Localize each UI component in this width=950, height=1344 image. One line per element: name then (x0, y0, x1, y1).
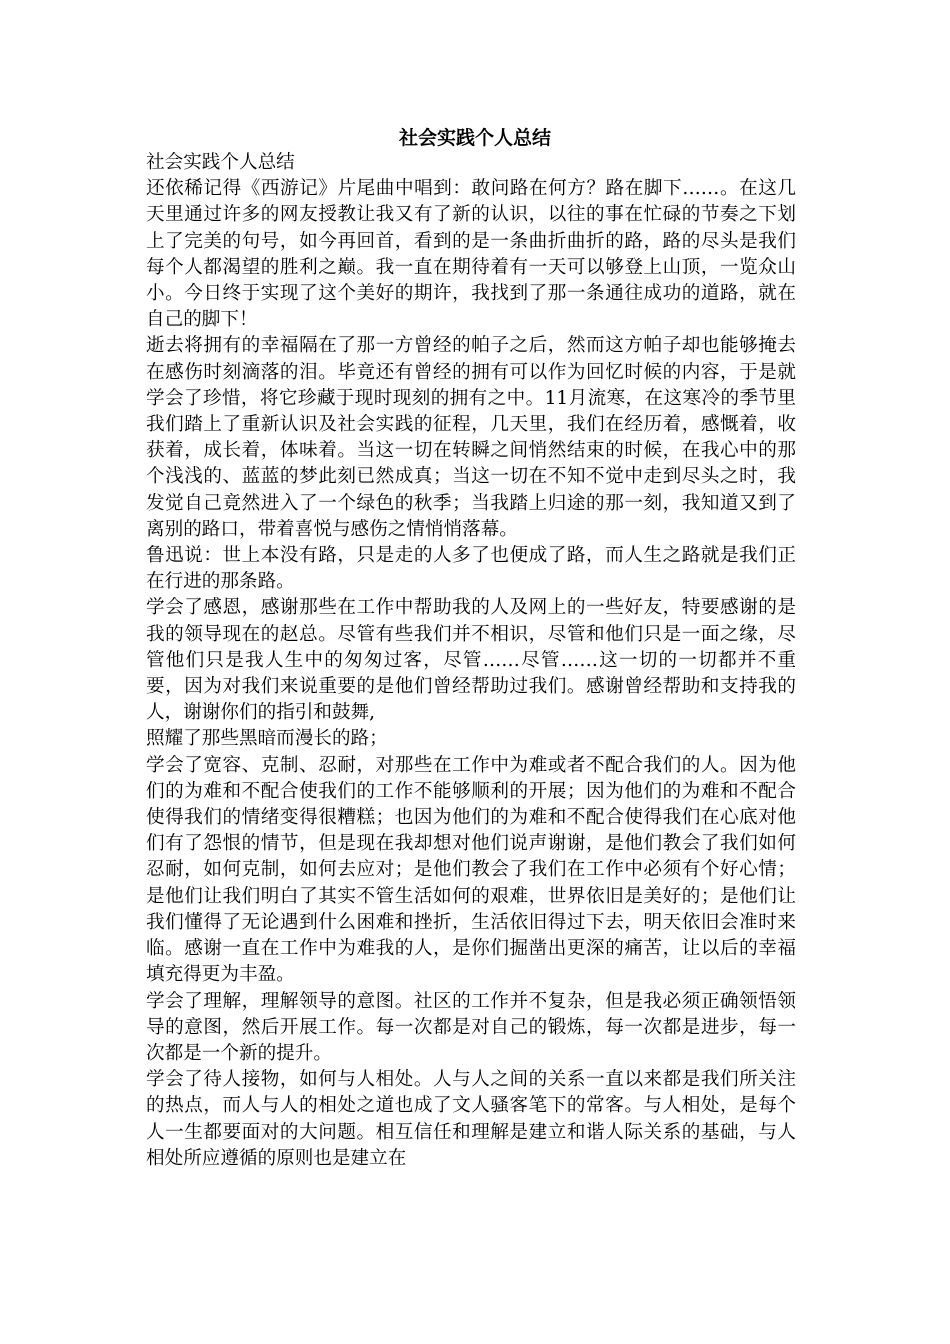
paragraph: 社会实践个人总结 (146, 152, 295, 173)
document-title: 社会实践个人总结 (398, 127, 551, 149)
paragraph: 学会了理解，理解领导的意图。社区的工作并不复杂，但是我必须正确领悟领导的意图，然后开展工作。每一次都是对自己的锻炼，每一次都是进步，每一次都是一个新的提升。 (146, 990, 796, 1064)
paragraph: 逝去将拥有的幸福隔在了那一方曾经的帕子之后，然而这方帕子却也能够掩去在感伤时刻滴落的泪。毕竟还有曾经的拥有可以作为回忆时候的内容，于是就学会了珍惜，将它珍藏于现时现刻的拥有之中。11月流寒，在这寒冷的季节里我们踏上了重新认识及社会实践的征程，几天里，我们在经历着，感慨着，收获着，成长着，体味着。当这一切在转瞬之间悄然结束的时候，在我心中的那个浅浅的、蓝蓝的梦此刻已然成真；当这一切在不知不觉中走到尽头之时，我发觉自己竟然进入了一个绿色的秋季；当我踏上归途的那一刻，我知道又到了离别的路口，带着喜悦与感伤之情悄悄落幕。 (146, 335, 796, 540)
paragraph: 照耀了那些黑暗而漫长的路； (146, 728, 388, 750)
paragraph: 鲁迅说：世上本没有路，只是走的人多了也便成了路，而人生之路就是我们正在行进的那条路。 (146, 545, 796, 593)
paragraph: 学会了宽容、克制、忍耐，对那些在工作中为难或者不配合我们的人。因为他们的为难和不配合使我们的工作不能够顺利的开展；因为他们的为难和不配合使得我们的情绪变得很糟糕；也因为他们的为难和不配合使得我们在心底对他们有了怨恨的情节，但是现在我却想对他们说声谢谢，是他们教会了我们如何忍耐，如何克制，如何去应对；是他们教会了我们在工作中必须有个好心情；是他们让我们明白了其实不管生活如何的艰难，世界依旧是美好的；是他们让我们懂得了无论遇到什么困难和挫折，生活依旧得过下去，明天依旧会准时来临。感谢一直在工作中为难我的人，是你们掘凿出更深的痛苦，让以后的幸福填充得更为丰盈。 (146, 754, 796, 986)
paragraph: 还依稀记得《西游记》片尾曲中唱到：敢问路在何方？路在脚下……。在这几天里通过许多的网友授教让我又有了新的认识，以往的事在忙碌的节奏之下划上了完美的句号，如今再回首，看到的是一条曲折曲折的路，路的尽头是我们每个人都渴望的胜利之巅。我一直在期待着有一天可以够登上山顶，一览众山小。今日终于实现了这个美好的期许，我找到了那一条通往成功的道路，就在自己的脚下！ (146, 178, 796, 331)
document-body (146, 150, 796, 1172)
paragraph: 学会了待人接物，如何与人相处。人与人之间的关系一直以来都是我们所关注的热点，而人与人的相处之道也成了文人骚客笔下的常客。与人相处，是每个人一生都要面对的大问题。相互信任和理解是建立和谐人际关系的基础，与人相处所应遵循的原则也是建立在 (146, 1069, 796, 1169)
paragraph: 学会了感恩，感谢那些在工作中帮助我的人及网上的一些好友，特要感谢的是我的领导现在的赵总。尽管有些我们并不相识，尽管和他们只是一面之缘，尽管他们只是我人生中的匆匆过客，尽管……尽管……这一切的一切都并不重要，因为对我们来说重要的是他们曾经帮助过我们。感谢曾经帮助和支持我的人，谢谢你们的指引和鼓舞, (146, 597, 796, 724)
